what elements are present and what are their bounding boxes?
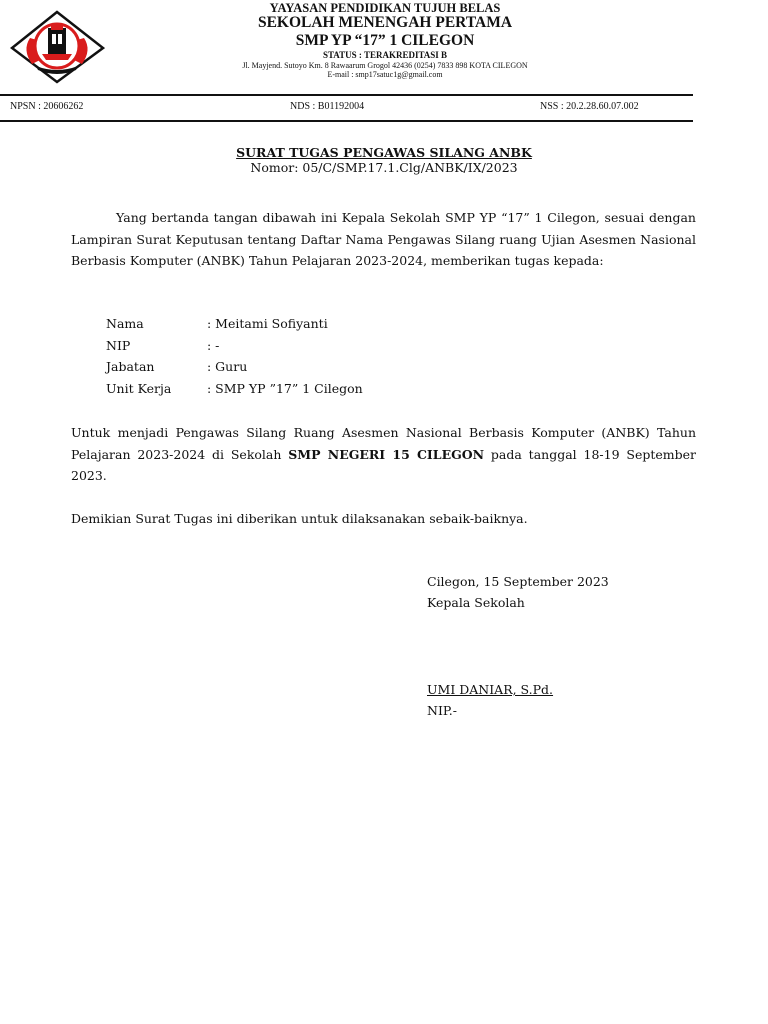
school-type: SEKOLAH MENENGAH PERTAMA	[257, 14, 513, 31]
school-email: E-mail : smp17satuc1g@gmail.com	[327, 70, 443, 79]
foundation-name: YAYASAN PENDIDIKAN TUJUH BELAS	[269, 1, 501, 15]
field-value-name: : Meitami Sofiyanti	[207, 316, 328, 331]
nss-number: NSS : 20.2.28.60.07.002	[540, 101, 639, 112]
npsn-number: NPSN : 20606262	[10, 101, 84, 112]
field-label-name: Nama	[106, 316, 144, 331]
school-address: Jl. Mayjend. Sutoyo Km. 8 Rawaarum Grogol 42436 (0254) 7833 898 KOTA CILEGON	[242, 61, 528, 70]
field-label-nip: NIP	[106, 338, 131, 353]
accreditation-status: STATUS : TERAKREDITASI B	[322, 50, 448, 60]
letter-number: Nomor: 05/C/SMP.17.1.Clg/ANBK/IX/2023	[250, 160, 518, 175]
header-divider-top	[0, 94, 693, 96]
signer-name: UMI DANIAR, S.Pd.	[427, 682, 554, 697]
school-name: SMP YP “17” 1 CILEGON	[295, 32, 475, 49]
header-divider-bottom	[0, 120, 693, 122]
letter-title: SURAT TUGAS PENGAWAS SILANG ANBK	[236, 145, 532, 160]
field-value-unit: : SMP YP ”17” 1 Cilegon	[207, 381, 363, 396]
closing-paragraph: Demikian Surat Tugas ini diberikan untuk dilaksanakan sebaik-baiknya.	[71, 511, 528, 526]
task-text-after: pada tanggal 18-19 September 2023.	[71, 446, 696, 484]
field-label-position: Jabatan	[106, 359, 155, 374]
signer-title: Kepala Sekolah	[427, 595, 525, 610]
intro-paragraph: Yang bertanda tangan dibawah ini Kepala Sekolah SMP YP “17” 1 Cilegon, sesuai dengan Lampiran Surat Keputusan tentang Daftar Nama Pengawas Silang ruang Ujian Asesmen Nasional Berbasis Komputer (ANBK) Tahun Pelajaran 2023-2024, memberikan tugas kepada:	[71, 210, 696, 269]
place-date: Cilegon, 15 September 2023	[427, 574, 609, 589]
school-logo-icon	[10, 10, 105, 84]
task-school-name: SMP NEGERI 15 CILEGON	[288, 446, 485, 462]
field-value-position: : Guru	[207, 359, 248, 374]
task-paragraph	[71, 422, 696, 487]
nds-number: NDS : B01192004	[290, 101, 365, 112]
signer-nip: NIP.-	[427, 703, 457, 718]
field-label-unit: Unit Kerja	[106, 381, 172, 396]
task-text-before: Untuk menjadi Pengawas Silang Ruang Asesmen Nasional Berbasis Komputer (ANBK) Tahun Pelajaran 2023-2024 di Sekolah	[71, 425, 696, 462]
field-value-nip: : -	[207, 338, 220, 353]
